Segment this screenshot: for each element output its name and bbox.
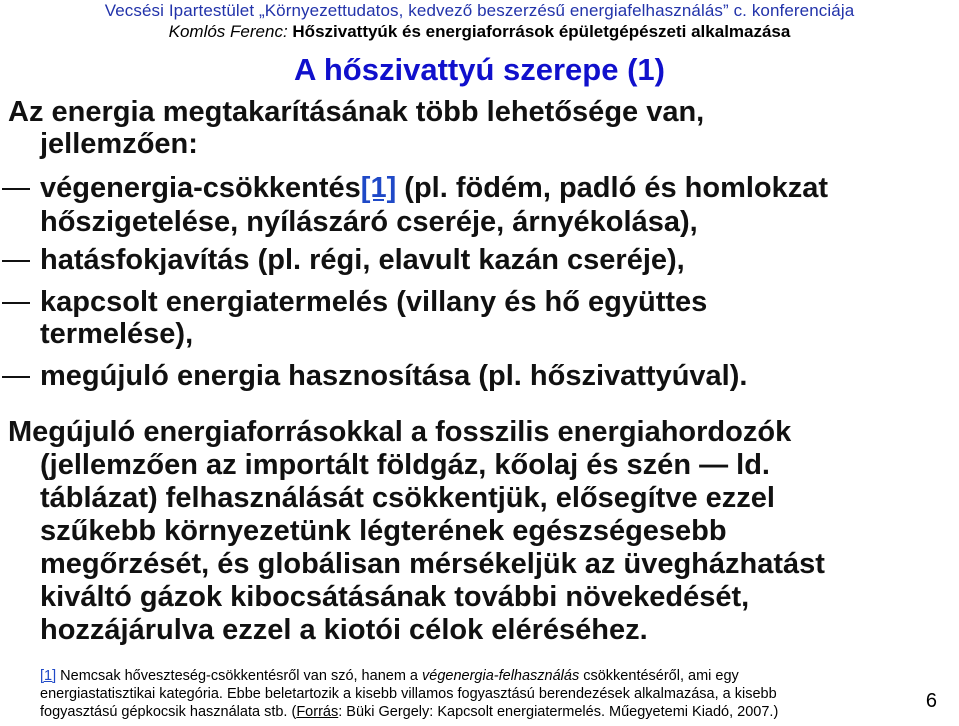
footnote-text-3c: Kapcsolt energiatermelés. Műegyetemi Kiadó, 2007.)	[437, 704, 779, 720]
bullet-3: kapcsolt energiatermelés (villany és hő együttes	[40, 286, 708, 318]
intro-line-1: Az energia megtakarításának több lehetősége van,	[8, 96, 705, 128]
bullet-dash-3	[2, 302, 30, 304]
bullet-2: hatásfokjavítás (pl. régi, elavult kazán cseréje),	[40, 244, 685, 276]
bullet-1-text: végenergia-csökkentés	[40, 172, 361, 204]
footnote-text-1b: csökkentéséről, ami egy	[579, 668, 739, 684]
slide-title: A hőszivattyú szerepe (1)	[294, 52, 665, 87]
bullet-dash-2	[2, 260, 30, 262]
para-line-4: szűkebb környezetünk légterének egészségesebb	[40, 515, 727, 547]
talk-header	[0, 22, 959, 42]
footnote-text-3b: : Büki Gergely:	[338, 704, 438, 720]
bullet-1-cont: hőszigetelése, nyílászáró cseréje, árnyékolása),	[40, 206, 698, 238]
footnote-line-2: energiastatisztikai kategória. Ebbe beletartozik a kisebb villamos fogyasztású berendezések alkalmazása, a kisebb	[40, 686, 777, 702]
page-number: 6	[925, 690, 937, 712]
para-line-7: hozzájárulva ezzel a kiotói célok eléréséhez.	[40, 614, 648, 646]
bullet-1-text-post: (pl. födém, padló és homlokzat	[396, 172, 829, 204]
bullet-dash-4	[2, 376, 30, 378]
footnote-line-3	[40, 703, 778, 721]
para-line-5: megőrzését, és globálisan mérsékeljük az üvegházhatást	[40, 548, 825, 580]
conference-title: Vecsési Ipartestület „Környezettudatos, kedvező beszerzésű energiafelhasználás” c. konferenciája	[104, 1, 855, 20]
talk-title: Hőszivattyúk és energiaforrások épületgépészeti alkalmazása	[292, 22, 791, 41]
bullet-dash-1	[2, 188, 30, 190]
bullet-1	[40, 172, 828, 205]
footnote-text-3a: fogyasztású gépkocsik használata stb. (	[40, 704, 297, 720]
footnote-text-1-italic: végenergia-felhasználás	[422, 668, 580, 684]
bullet-4: megújuló energia hasznosítása (pl. hőszivattyúval).	[40, 360, 748, 392]
intro-line-2: jellemzően:	[40, 128, 198, 160]
bullet-3-cont: termelése),	[40, 318, 194, 350]
footnote-ref[interactable]: [1]	[40, 668, 57, 684]
para-line-1: Megújuló energiaforrásokkal a fosszilis energiahordozók	[8, 416, 792, 448]
para-line-2: (jellemzően az importált földgáz, kőolaj és szén — ld.	[40, 449, 770, 481]
footnote-source-label: Forrás	[296, 704, 339, 720]
footnote-ref-link[interactable]: [1]	[360, 172, 397, 204]
para-line-3: táblázat) felhasználását csökkentjük, elősegítve ezzel	[40, 482, 775, 514]
para-line-6: kiváltó gázok kibocsátásának további növekedését,	[40, 581, 750, 613]
author-name: Komlós Ferenc:	[168, 22, 288, 41]
footnote-line-1	[40, 667, 739, 685]
footnote-text-1a: Nemcsak hőveszteség-csökkentésről van szó, hanem a	[56, 668, 423, 684]
